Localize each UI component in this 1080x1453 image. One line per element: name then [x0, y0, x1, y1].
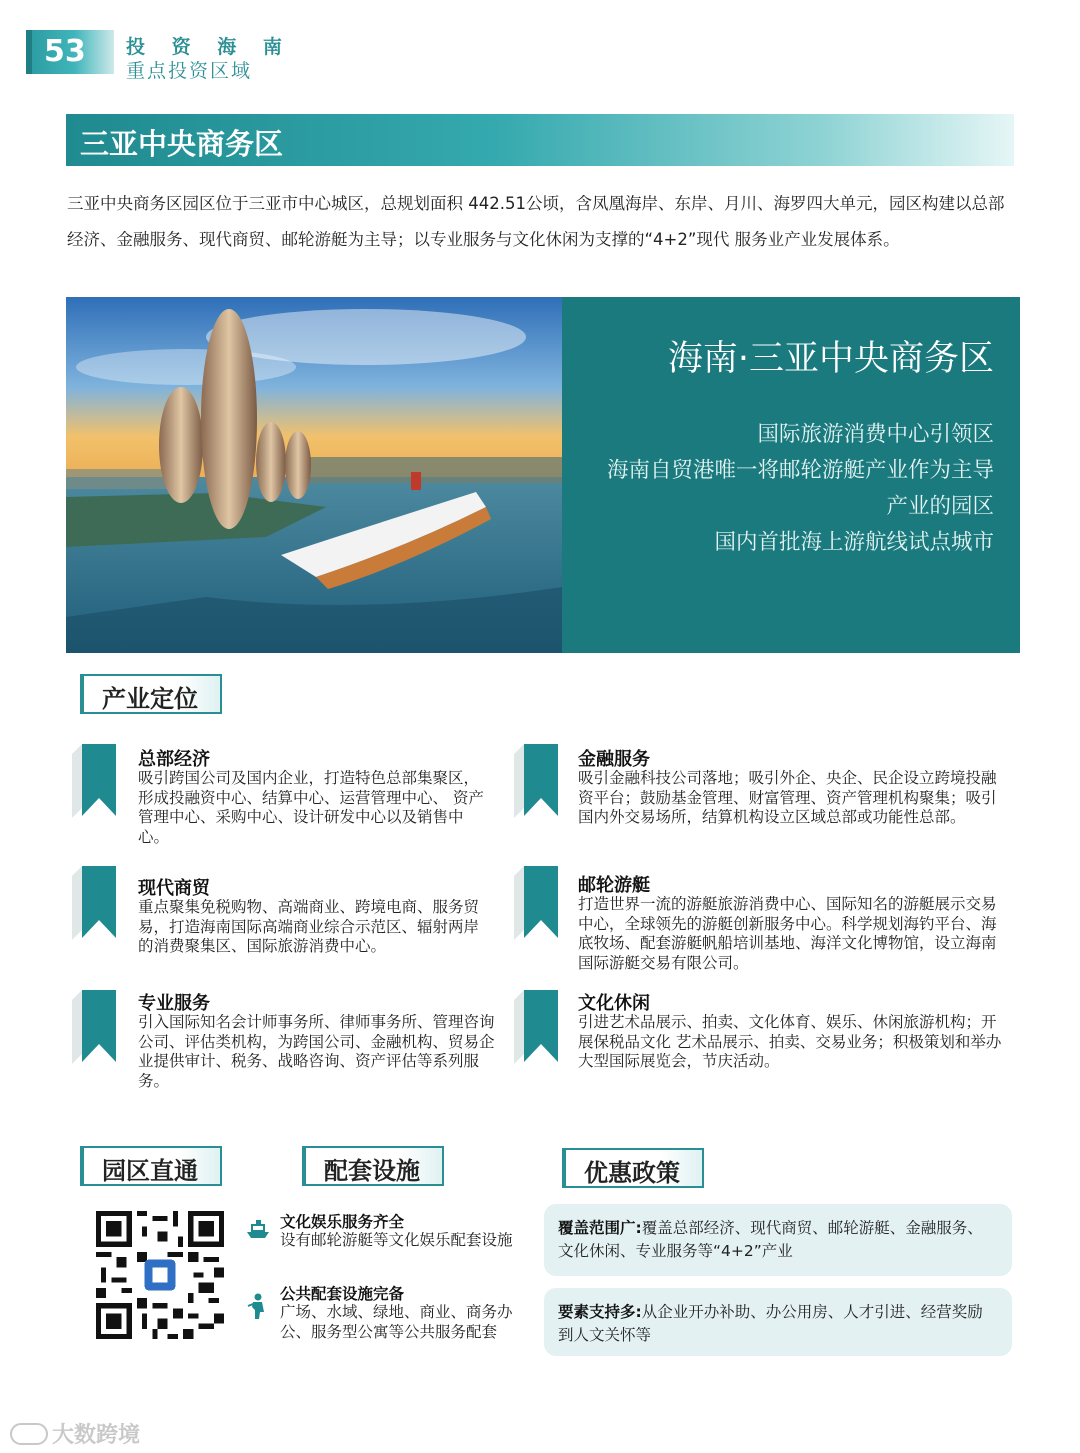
watermark: [10, 1418, 140, 1449]
hero-line: 产业的园区: [886, 494, 994, 519]
item-desc: 打造世界一流的游艇旅游消费中心、国际知名的游艇展示交易中心，全球领先的游艇创新服务中心。科学规划海钓平台、海底牧场、配套游艇帆船培训基地、海洋文化博物馆，设立海南国际游艇交易有限公司。: [578, 895, 997, 972]
item-title: 邮轮游艇: [578, 875, 650, 896]
hero-title: 海南·三亚中央商务区: [667, 339, 994, 379]
policy-box: [544, 1288, 1012, 1356]
item-title: 总部经济: [138, 749, 210, 770]
item-title: 现代商贸: [138, 878, 210, 899]
facility-desc: 设有邮轮游艇等文化娱乐配套设施: [280, 1231, 513, 1249]
bookmark-icon: [512, 986, 562, 1066]
item-desc: 吸引跨国公司及国内企业，打造特色总部集聚区，形成投融资中心、结算中心、运营管理中心、 资产管理中心、采购中心、设计研发中心以及销售中心。: [138, 769, 484, 846]
policy-label: 优惠政策: [562, 1148, 704, 1188]
item-desc: 重点聚集免税购物、高端商业、跨境电商、服务贸易，打造海南国际高端商业综合示范区、辐射两岸的消费聚集区、国际旅游消费中心。: [138, 898, 480, 955]
watermark-text: 大数跨境: [52, 1423, 141, 1448]
bookmark-icon: [70, 862, 120, 942]
section-banner: [66, 114, 1014, 166]
policy-text: 覆盖总部经济、现代商贸、邮轮游艇、金融服务、文化休闲、专业服务等“4+2”产业: [558, 1219, 983, 1260]
direct-label: 园区直通: [80, 1146, 222, 1186]
header-title: 投 资 海 南: [126, 36, 292, 58]
hero-line: 国内首批海上游航线试点城市: [714, 530, 994, 555]
item-desc: 吸引金融科技公司落地；吸引外企、央企、民企设立跨境投融资平台；鼓励基金管理、财富管理、资产管理机构聚集；吸引国内外交易场所，结算机构设立区域总部或功能性总部。: [578, 769, 997, 826]
facilities-label: 配套设施: [302, 1146, 444, 1186]
hero-panel: [562, 297, 1020, 653]
facility-title: 文化娱乐服务齐全: [280, 1213, 405, 1231]
item-title: 金融服务: [578, 749, 650, 770]
page-number: 53: [26, 30, 114, 74]
qr-code[interactable]: [96, 1211, 224, 1339]
header-subtitle: 重点投资区域: [126, 60, 253, 82]
policy-key: 覆盖范围广:: [558, 1219, 642, 1237]
hero-photo: [66, 297, 562, 653]
facility-title: 公共配套设施完备: [280, 1285, 405, 1303]
bookmark-icon: [512, 740, 562, 820]
facility-desc: 广场、水域、绿地、商业、商务办公、服务型公寓等公共服务配套: [280, 1303, 513, 1341]
item-title: 专业服务: [138, 993, 210, 1014]
item-desc: 引进艺术品展示、拍卖、文化体育、娱乐、休闲旅游机构；开展保税品文化 艺术品展示、拍卖、交易业务；积极策划和举办大型国际展览会，节庆活动。: [578, 1013, 1002, 1070]
bookmark-icon: [512, 862, 562, 942]
policy-box: [544, 1204, 1012, 1276]
item-title: 文化休闲: [578, 993, 650, 1014]
hero-line: 海南自贸港唯一将邮轮游艇产业作为主导: [606, 458, 994, 483]
ship-icon: [244, 1214, 272, 1242]
watermark-logo-icon: [10, 1423, 48, 1445]
policy-key: 要素支持多:: [558, 1303, 642, 1321]
bookmark-icon: [70, 986, 120, 1066]
policy-text: 从企业开办补助、办公用房、人才引进、经营奖励到人文关怀等: [558, 1303, 983, 1344]
section-intro: 三亚中央商务区园区位于三亚市中心城区，总规划面积 442.51公顷，含凤凰海岸、东岸、月川、海罗四大单元，园区构建以总部经济、金融服务、现代商贸、邮轮游艇为主导；以专业服务与文化休闲为支撑的“4+2”现代 服务业产业发展体系。: [67, 194, 1005, 249]
positioning-label: 产业定位: [80, 674, 222, 714]
section-title: 三亚中央商务区: [80, 127, 284, 161]
item-desc: 引入国际知名会计师事务所、律师事务所、管理咨询公司、评估类机构，为跨国公司、金融机构、贸易企业提供审计、税务、战略咨询、资产评估等系列服务。: [138, 1013, 495, 1090]
service-person-icon: [244, 1292, 272, 1320]
bookmark-icon: [70, 740, 120, 820]
hero-line: 国际旅游消费中心引领区: [757, 422, 994, 447]
